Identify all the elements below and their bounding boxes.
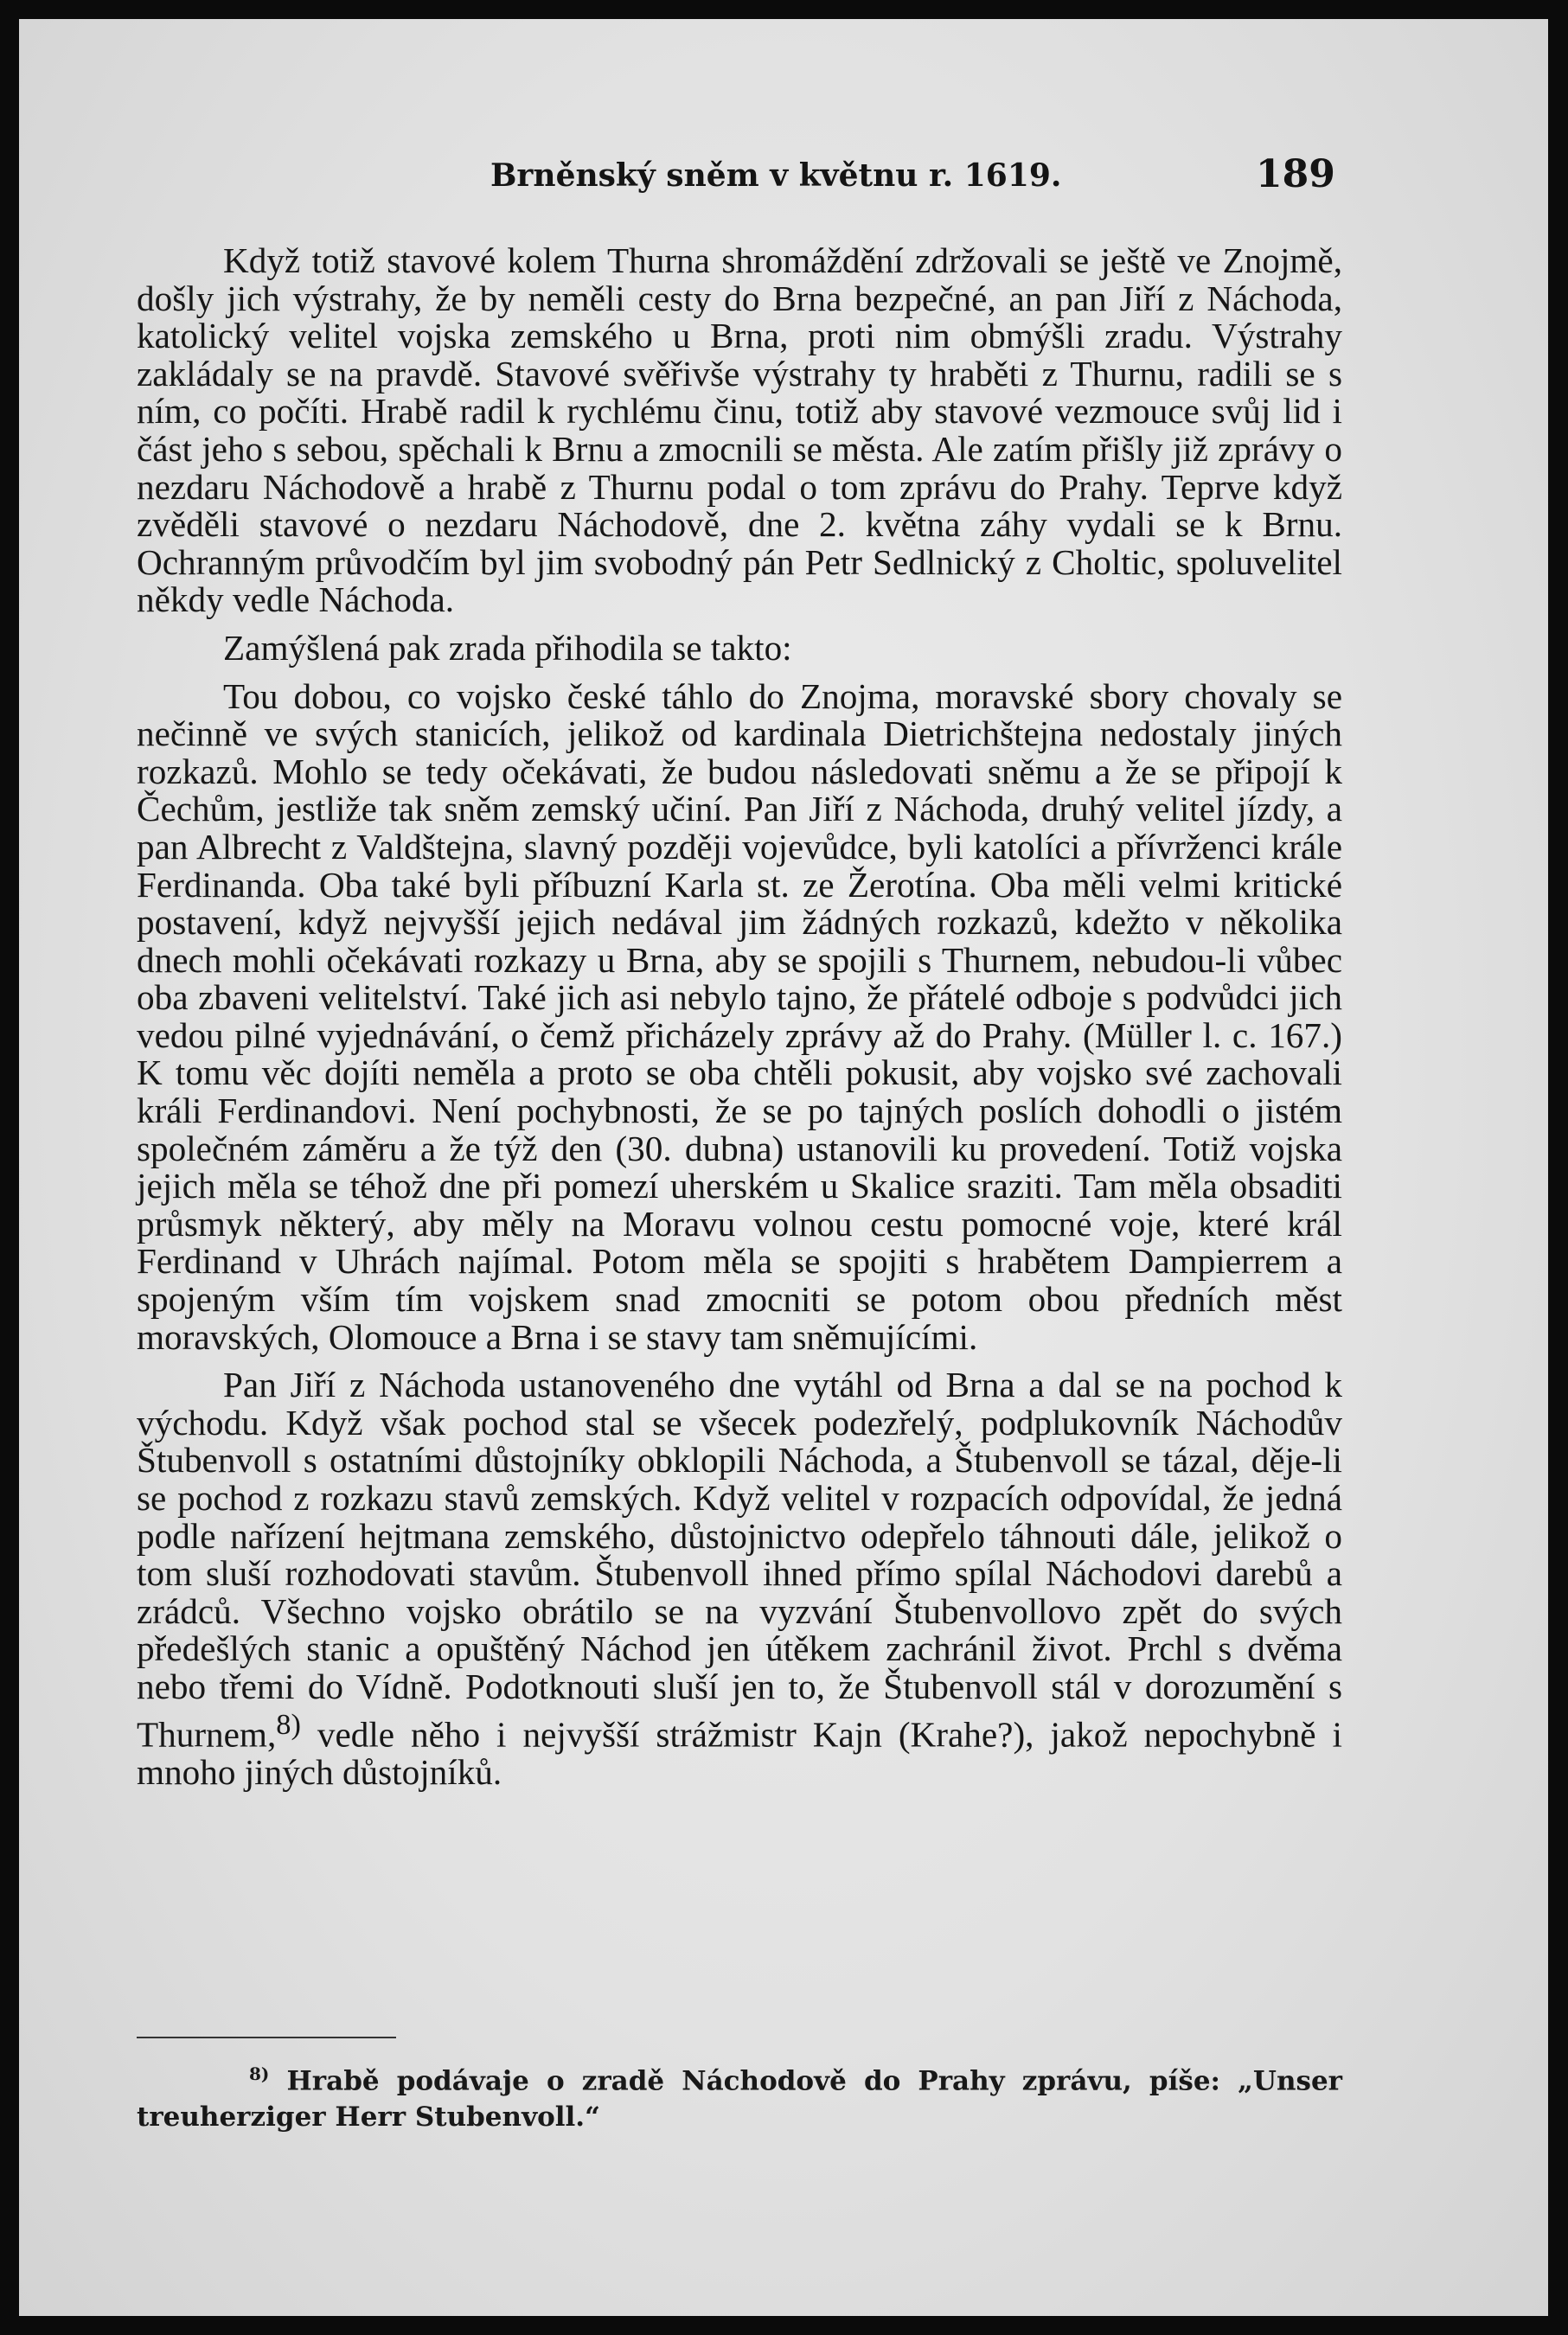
paragraph [137,1366,1342,1791]
paragraph: Zamýšlená pak zrada přihodila se takto: [223,627,792,668]
footnote-marker: 8) [249,2063,270,2084]
body-text [137,242,1342,1801]
book-page [19,19,1548,2316]
running-title: Brněnský sněm v květnu r. 1619. [490,157,1062,194]
paragraph: Když totiž stavové kolem Thurna shromáždění zdržovali se ještě ve Znojmě, došly jich výstrahy, že by neměli cesty do Brna bezpečné, an pan Jiří z Náchoda, katolický velitel vojska zemského u Brna, proti nim obmýšli zradu. Výstrahy zakládaly se na pravdě. Stavové svěřivše výstrahy ty hraběti z Thurnu, radili se s ním, co počíti. Hrabě radil k rychlému činu, totiž aby stavové vezmouce svůj lid i část jeho s sebou, spěchali k Brnu a zmocnili se města. Ale zatím přišly již zprávy o nezdaru Náchodově a hrabě z Thurnu podal o tom zprávu do Prahy. Teprve když zvěděli stavové o nezdaru Náchodově, dne 2. května záhy vydali se k Brnu. Ochranným průvodčím byl jim svobodný pán Petr Sedlnický z Choltic, spoluvelitel někdy vedle Náchoda. [137,240,1342,620]
footnote-text: Hrabě podávaje o zradě Náchodově do Prahy zprávu, píše: „Unser treuherziger Herr Stubenvoll.“ [137,2065,1342,2133]
footnote-divider [137,2037,396,2038]
footnote-reference: 8) [276,1707,301,1741]
footnote [137,2056,1342,2135]
page-number: 189 [1256,152,1335,196]
paragraph-text: Pan Jiří z Náchoda ustanoveného dne vytáhl od Brna a dal se na pochod k východu. Když však pochod stal se všecek podezřelý, podplukovník Náchodův Štubenvoll s ostatními důstojníky obklopili Náchoda, a Štubenvoll se tázal, děje-li se pochod z rozkazu stavů zemských. Když velitel v rozpacích odpovídal, že jedná podle nařízení hejtmana zemského, důstojnictvo odepřelo táhnouti dále, jelikož o tom sluší rozhodovati stavům. Štubenvoll ihned přímo spílal Náchodovi darebů a zrádců. Všechno vojsko obrátilo se na vyzvání Štubenvollovo zpět do svých předešlých stanic a opuštěný Náchod jen útěkem zachránil život. Prchl s dvěma nebo třemi do Vídně. Podotknouti sluší jen to, že Štubenvoll stál v dorozumění s Thurnem, [137,1365,1342,1755]
paragraph-text: vedle něho i nejvyšší strážmistr Kajn (Krahe?), jakož nepochybně i mnoho jiných důstojníků. [137,1714,1342,1792]
page-header [19,152,1548,209]
paragraph: Tou dobou, co vojsko české táhlo do Znojma, moravské sbory chovaly se nečinně ve svých stanicích, jelikož od kardinala Dietrichštejna nedostaly jiných rozkazů. Mohlo se tedy očekávati, že budou následovati sněmu a že se připojí k Čechům, jestliže tak sněm zemský učiní. Pan Jiří z Náchoda, druhý velitel jízdy, a pan Albrecht z Valdštejna, slavný později vojevůdce, byli katolíci a přívrženci krále Ferdinanda. Oba také byli příbuzní Karla st. ze Žerotína. Oba měli velmi kritické postavení, když nejvyšší jejich nedával jim žádných rozkazů, kdežto v několika dnech mohli očekávati rozkazy u Brna, aby se spojili s Thurnem, nebudou-li vůbec oba zbaveni velitelství. Také jich asi nebylo tajno, že přátelé odboje s podvůdci jich vedou pilné vyjednávání, o čemž přicházely zprávy až do Prahy. (Müller l. c. 167.) K tomu věc dojíti neměla a proto se oba chtěli pokusit, aby vojsko své zachovali králi Ferdinandovi. Není pochybnosti, že se po tajných poslích dohodli o jistém společném záměru a že týž den (30. dubna) ustanovili ku provedení. Totiž vojska jejich měla se téhož dne při pomezí uherském u Skalice sraziti. Tam měla obsaditi průsmyk některý, aby měly na Moravu volnou cestu pomocné voje, které král Ferdinand v Uhrách najímal. Potom měla se spojiti s hrabětem Dampierrem a spojeným vším tím vojskem snad zmocniti se potom obou předních měst moravských, Olomouce a Brna i se stavy tam sněmujícími. [137,675,1342,1357]
